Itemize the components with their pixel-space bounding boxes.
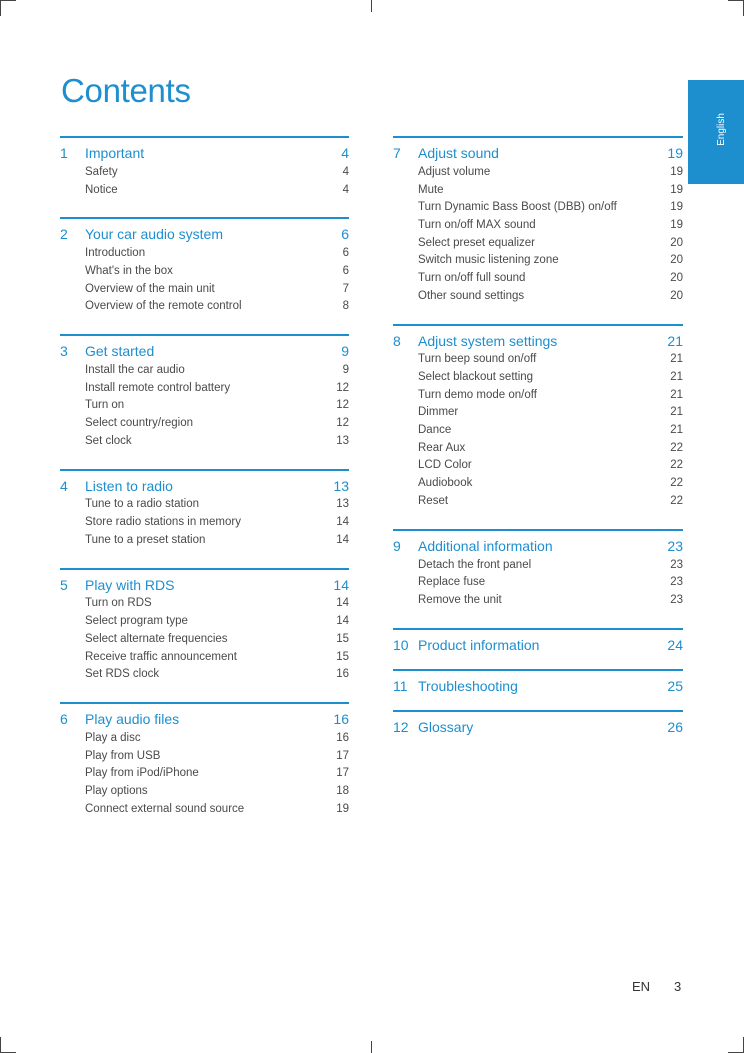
toc-entry[interactable] [60,379,349,397]
toc-entry-title: Overview of the main unit [85,282,215,295]
toc-entry-title: Play a disc [85,731,141,744]
toc-entry-page: 15 [336,650,349,663]
toc-entry[interactable] [393,163,683,181]
toc-section [60,136,349,198]
section-title: Troubleshooting [418,677,518,694]
toc-entry-page: 22 [670,477,683,490]
toc-entry[interactable] [60,262,349,280]
toc-entry[interactable] [393,404,683,422]
toc-entry-page: 20 [670,236,683,249]
toc-entry-page: 21 [670,424,683,437]
toc-entry-page: 20 [670,271,683,284]
toc-section-heading[interactable] [60,711,349,729]
toc-section [393,324,683,510]
toc-entry-title: Install remote control battery [85,381,231,394]
toc-entry[interactable] [393,556,683,574]
toc-entry-title: What's in the box [85,264,173,277]
section-page: 13 [333,477,349,494]
section-number: 9 [393,537,401,554]
section-number: 12 [393,718,409,735]
toc-entry-title: Set clock [85,434,132,447]
section-page: 23 [667,537,683,554]
toc-right-column [393,136,683,751]
section-number: 6 [60,711,68,728]
toc-entry-title: Remove the unit [418,593,502,606]
toc-entry-title: Detach the front panel [418,558,532,571]
section-title: Additional information [418,537,553,554]
toc-entry[interactable] [60,747,349,765]
toc-entry-title: Notice [85,183,118,196]
toc-section [60,334,349,449]
toc-entry[interactable] [60,764,349,782]
section-page: 26 [667,718,683,735]
toc-entry[interactable] [393,386,683,404]
toc-entry-title: Tune to a preset station [85,533,206,546]
toc-entry-title: Connect external sound source [85,802,245,815]
toc-entry-page: 22 [670,459,683,472]
toc-entry[interactable] [60,782,349,800]
crop-mark [0,0,1,16]
section-page: 6 [341,226,349,243]
toc-entry-page: 6 [342,247,349,260]
toc-entry-page: 21 [670,388,683,401]
toc-entry-title: Rear Aux [418,441,466,454]
toc-entry-title: Play options [85,784,148,797]
toc-entry-title: Adjust volume [418,165,491,178]
toc-entry-page: 13 [336,498,349,511]
toc-entry[interactable] [60,361,349,379]
toc-entry-page: 13 [336,434,349,447]
toc-section [393,710,683,737]
section-page: 21 [667,332,683,349]
toc-entry-page: 19 [670,218,683,231]
toc-entry[interactable] [60,800,349,818]
section-page: 25 [667,677,683,694]
toc-entry-page: 4 [342,165,349,178]
toc-entry-page: 19 [670,201,683,214]
toc-section-heading[interactable] [60,145,349,163]
toc-entry-page: 12 [336,381,349,394]
toc-section-heading[interactable] [393,145,683,163]
toc-entry[interactable] [393,287,683,305]
toc-entry-title: Overview of the remote control [85,300,242,313]
section-number: 5 [60,576,68,593]
toc-entry-page: 23 [670,558,683,571]
section-number: 11 [393,677,408,694]
toc-section [393,136,683,305]
toc-entry-title: Play from USB [85,749,161,762]
toc-entry[interactable] [60,397,349,415]
toc-entry-page: 20 [670,289,683,302]
toc-entry[interactable] [393,573,683,591]
section-number: 7 [393,145,401,161]
toc-entry-title: Turn on [85,399,125,412]
toc-entry[interactable] [393,251,683,269]
toc-entry[interactable] [393,492,683,510]
toc-entry[interactable] [393,474,683,492]
toc-entry-page: 4 [342,183,349,196]
toc-entry-page: 14 [336,533,349,546]
section-number: 8 [393,332,401,349]
toc-entry-title: Safety [85,165,118,178]
section-number: 4 [60,477,68,494]
toc-entry-page: 21 [670,371,683,384]
crop-mark [371,0,372,12]
toc-entry-page: 23 [670,576,683,589]
toc-entry-page: 19 [670,183,683,196]
section-title: Adjust system settings [418,332,558,349]
toc-entry-title: Dimmer [418,406,459,419]
toc-entry-page: 23 [670,593,683,606]
toc-entry[interactable] [60,595,349,613]
toc-entry-page: 14 [336,615,349,628]
toc-entry[interactable] [60,612,349,630]
toc-entry[interactable] [393,457,683,475]
toc-entry-page: 22 [670,494,683,507]
toc-entry-page: 14 [336,597,349,610]
toc-section [60,568,349,683]
toc-entry[interactable] [393,368,683,386]
toc-entry-page: 12 [336,417,349,430]
toc-entry[interactable] [393,591,683,609]
section-number: 10 [393,636,409,653]
toc-entry-page: 21 [670,353,683,366]
toc-entry-title: Switch music listening zone [418,254,559,267]
section-page: 19 [667,145,683,161]
section-title: Important [85,145,145,161]
toc-entry-page: 18 [336,784,349,797]
toc-entry[interactable] [393,269,683,287]
toc-entry[interactable] [60,648,349,666]
toc-entry[interactable] [393,351,683,369]
toc-entry[interactable] [60,181,349,199]
section-title: Play with RDS [85,576,175,593]
toc-entry-page: 21 [670,406,683,419]
toc-entry[interactable] [393,181,683,199]
toc-entry[interactable] [60,665,349,683]
toc-entry-title: Install the car audio [85,363,185,376]
crop-mark [0,1037,1,1053]
toc-entry-title: Select program type [85,615,188,628]
page-title: Contents [61,72,191,109]
toc-section-heading[interactable] [60,226,349,244]
section-page: 24 [667,636,683,653]
section-number: 2 [60,226,68,243]
toc-section-heading[interactable] [60,478,349,496]
toc-entry-title: Dance [418,424,452,437]
section-number: 3 [60,343,68,360]
crop-mark [371,1041,372,1053]
language-tab-label: English [715,113,727,146]
toc-section [60,702,349,817]
crop-mark [728,0,744,1]
toc-entry[interactable] [60,513,349,531]
section-title: Play audio files [85,711,180,728]
toc-entry-title: LCD Color [418,459,472,472]
toc-entry[interactable] [60,729,349,747]
section-page: 16 [333,711,349,728]
toc-entry-title: Turn demo mode on/off [418,388,537,401]
toc-entry-page: 17 [336,767,349,780]
toc-section-heading[interactable] [60,577,349,595]
section-title: Your car audio system [85,226,223,243]
toc-section-heading[interactable] [393,719,683,737]
toc-section [393,628,683,655]
language-tab [688,80,744,184]
toc-entry[interactable] [60,496,349,514]
section-title: Product information [418,636,540,653]
footer-language: EN [632,979,651,994]
toc-entry-title: Turn on/off full sound [418,271,526,284]
toc-entry[interactable] [60,630,349,648]
toc-entry-page: 16 [336,668,349,681]
toc-entry[interactable] [393,234,683,252]
toc-entry-page: 8 [342,300,349,313]
toc-entry-title: Turn Dynamic Bass Boost (DBB) on/off [418,201,617,214]
toc-entry-title: Select country/region [85,417,194,430]
toc-section-heading[interactable] [393,637,683,655]
toc-entry-page: 7 [342,282,349,295]
toc-entry[interactable] [393,216,683,234]
toc-entry-title: Turn on RDS [85,597,152,610]
toc-section [393,529,683,609]
toc-entry-title: Set RDS clock [85,668,160,681]
toc-entry-title: Select alternate frequencies [85,632,228,645]
toc-entry[interactable] [60,432,349,450]
toc-entry[interactable] [393,421,683,439]
toc-section-heading[interactable] [393,333,683,351]
toc-entry-title: Audiobook [418,477,473,490]
toc-entry-title: Introduction [85,247,146,260]
toc-section-heading[interactable] [393,678,683,696]
toc-entry-page: 19 [670,165,683,178]
toc-entry-title: Play from iPod/iPhone [85,767,199,780]
toc-entry-title: Turn beep sound on/off [418,353,537,366]
toc-section [60,217,349,315]
toc-entry[interactable] [60,163,349,181]
toc-entry-title: Mute [418,183,444,196]
toc-entry[interactable] [60,414,349,432]
toc-section-heading[interactable] [393,538,683,556]
toc-entry-title: Other sound settings [418,289,525,302]
toc-entry-page: 17 [336,749,349,762]
page-footer [632,979,682,994]
toc-entry-title: Tune to a radio station [85,498,200,511]
section-title: Listen to radio [85,477,173,494]
toc-entry-title: Replace fuse [418,576,486,589]
toc-entry-page: 19 [336,802,349,815]
toc-entry-page: 12 [336,399,349,412]
toc-entry[interactable] [60,244,349,262]
toc-entry-page: 14 [336,516,349,529]
toc-entry-title: Reset [418,494,449,507]
toc-section [60,469,349,549]
toc-entry[interactable] [60,280,349,298]
toc-entry-page: 15 [336,632,349,645]
toc-entry-title: Store radio stations in memory [85,516,241,529]
toc-entry-page: 16 [336,731,349,744]
toc-entry[interactable] [60,531,349,549]
toc-entry-title: Select blackout setting [418,371,534,384]
section-page: 14 [333,576,349,593]
toc-entry-page: 9 [342,363,349,376]
section-page: 4 [341,145,349,161]
section-number: 1 [60,145,68,161]
toc-left-column [60,136,349,837]
footer-page-number: 3 [674,979,682,994]
toc-entry[interactable] [393,439,683,457]
toc-entry-title: Turn on/off MAX sound [418,218,536,231]
section-title: Glossary [418,718,474,735]
toc-entry-page: 22 [670,441,683,454]
section-title: Get started [85,343,155,360]
toc-section-heading[interactable] [60,343,349,361]
section-page: 9 [341,343,349,360]
toc-entry-title: Receive traffic announcement [85,650,237,663]
toc-entry-page: 20 [670,254,683,267]
toc-entry-title: Select preset equalizer [418,236,535,249]
crop-mark [0,0,16,1]
toc-entry[interactable] [393,198,683,216]
toc-section [393,669,683,696]
section-title: Adjust sound [418,145,499,161]
toc-entry[interactable] [60,297,349,315]
toc-entry-page: 6 [342,264,349,277]
